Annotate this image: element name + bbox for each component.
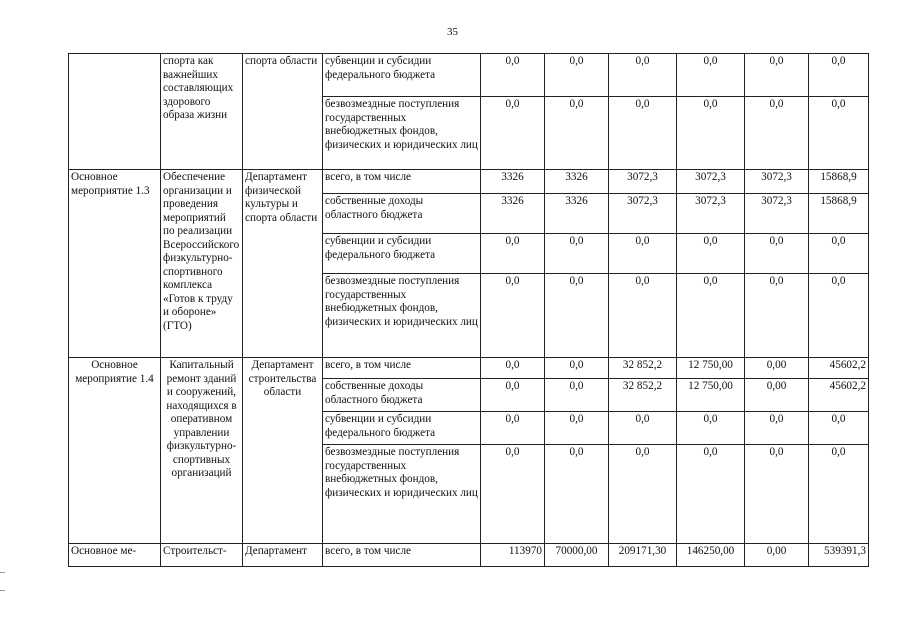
value-cell: 45602,2 [809, 358, 869, 379]
value-cell: 113970 [481, 544, 545, 567]
table-row [69, 544, 869, 567]
value-cell: 15868,9 [809, 170, 869, 194]
value-cell: 0,0 [677, 274, 745, 358]
source-label: собственные доходы областного бюджета [323, 194, 481, 234]
event-cell: Основное ме- [69, 544, 161, 567]
source-label: субвенции и субсидии федерального бюджета [323, 54, 481, 97]
value-cell: 0,0 [609, 445, 677, 544]
scan-mark [0, 590, 5, 591]
name-cell: Капитальный ремонт зданий и сооружений, находящихся в оперативном управлении физкультурно-спортивных организаций [161, 358, 243, 544]
table-row [69, 170, 869, 194]
name-cell: Строительст- [161, 544, 243, 567]
value-cell: 0,00 [745, 544, 809, 567]
source-label: собственные доходы областного бюджета [323, 379, 481, 412]
value-cell: 0,0 [481, 379, 545, 412]
source-label: всего, в том числе [323, 358, 481, 379]
table-row [69, 54, 869, 97]
source-label: всего, в том числе [323, 170, 481, 194]
name-cell: спорта как важнейших составляющих здорового образа жизни [161, 54, 243, 170]
value-cell: 3326 [481, 194, 545, 234]
value-cell: 0,0 [481, 54, 545, 97]
value-cell: 0,0 [745, 234, 809, 274]
value-cell: 0,0 [481, 274, 545, 358]
value-cell: 0,0 [809, 412, 869, 445]
value-cell: 0,0 [745, 54, 809, 97]
value-cell: 32 852,2 [609, 358, 677, 379]
name-cell: Обеспечение организации и проведения мероприятий по реализации Всероссийского физкультурно-спортивного комплекса «Готов к труду и обороне» (ГТО) [161, 170, 243, 358]
value-cell: 15868,9 [809, 194, 869, 234]
value-cell: 0,0 [745, 274, 809, 358]
value-cell: 0,0 [545, 54, 609, 97]
executor-cell: Департамент строительства области [243, 358, 323, 544]
value-cell: 0,0 [609, 412, 677, 445]
value-cell: 0,0 [745, 445, 809, 544]
value-cell: 0,0 [677, 54, 745, 97]
value-cell: 0,0 [545, 358, 609, 379]
value-cell: 0,0 [481, 412, 545, 445]
value-cell: 0,0 [609, 54, 677, 97]
value-cell: 0,0 [545, 274, 609, 358]
value-cell: 3072,3 [609, 194, 677, 234]
value-cell: 0,0 [609, 274, 677, 358]
value-cell: 146250,00 [677, 544, 745, 567]
event-cell [69, 54, 161, 170]
value-cell: 0,00 [745, 379, 809, 412]
value-cell: 3072,3 [745, 194, 809, 234]
value-cell: 0,0 [545, 445, 609, 544]
table-row [69, 358, 869, 379]
value-cell: 0,0 [677, 445, 745, 544]
event-cell: Основное мероприятие 1.3 [69, 170, 161, 358]
value-cell: 0,0 [545, 379, 609, 412]
executor-cell: Департамент физической культуры и спорта области [243, 170, 323, 358]
value-cell: 0,0 [609, 97, 677, 170]
source-label: безвозмездные поступления государственных внебюджетных фондов, физических и юридических лиц [323, 97, 481, 170]
source-label: безвозмездные поступления государственных внебюджетных фондов, физических и юридических лиц [323, 445, 481, 544]
value-cell: 0,0 [677, 234, 745, 274]
source-label: субвенции и субсидии федерального бюджета [323, 412, 481, 445]
value-cell: 45602,2 [809, 379, 869, 412]
value-cell: 0,0 [677, 97, 745, 170]
value-cell: 0,00 [745, 358, 809, 379]
value-cell: 0,0 [809, 234, 869, 274]
value-cell: 0,0 [481, 358, 545, 379]
source-label: субвенции и субсидии федерального бюджета [323, 234, 481, 274]
source-label: всего, в том числе [323, 544, 481, 567]
executor-cell: спорта области [243, 54, 323, 170]
value-cell: 3072,3 [677, 170, 745, 194]
value-cell: 12 750,00 [677, 379, 745, 412]
budget-table [68, 53, 869, 567]
value-cell: 32 852,2 [609, 379, 677, 412]
executor-cell: Департамент [243, 544, 323, 567]
value-cell: 3326 [545, 194, 609, 234]
value-cell: 0,0 [545, 412, 609, 445]
value-cell: 0,0 [481, 97, 545, 170]
value-cell: 539391,3 [809, 544, 869, 567]
value-cell: 209171,30 [609, 544, 677, 567]
value-cell: 0,0 [809, 445, 869, 544]
scan-mark [0, 572, 5, 573]
value-cell: 3072,3 [677, 194, 745, 234]
value-cell: 0,0 [745, 97, 809, 170]
value-cell: 0,0 [745, 412, 809, 445]
value-cell: 12 750,00 [677, 358, 745, 379]
event-cell: Основное мероприятие 1.4 [69, 358, 161, 544]
value-cell: 0,0 [545, 97, 609, 170]
value-cell: 3326 [545, 170, 609, 194]
source-label: безвозмездные поступления государственных внебюджетных фондов, физических и юридических лиц [323, 274, 481, 358]
value-cell: 3072,3 [745, 170, 809, 194]
value-cell: 3072,3 [609, 170, 677, 194]
value-cell: 0,0 [481, 234, 545, 274]
value-cell: 0,0 [809, 274, 869, 358]
value-cell: 3326 [481, 170, 545, 194]
value-cell: 0,0 [809, 54, 869, 97]
value-cell: 0,0 [677, 412, 745, 445]
value-cell: 0,0 [609, 234, 677, 274]
value-cell: 0,0 [481, 445, 545, 544]
page-number: 35 [447, 26, 458, 38]
value-cell: 0,0 [545, 234, 609, 274]
value-cell: 70000,00 [545, 544, 609, 567]
value-cell: 0,0 [809, 97, 869, 170]
